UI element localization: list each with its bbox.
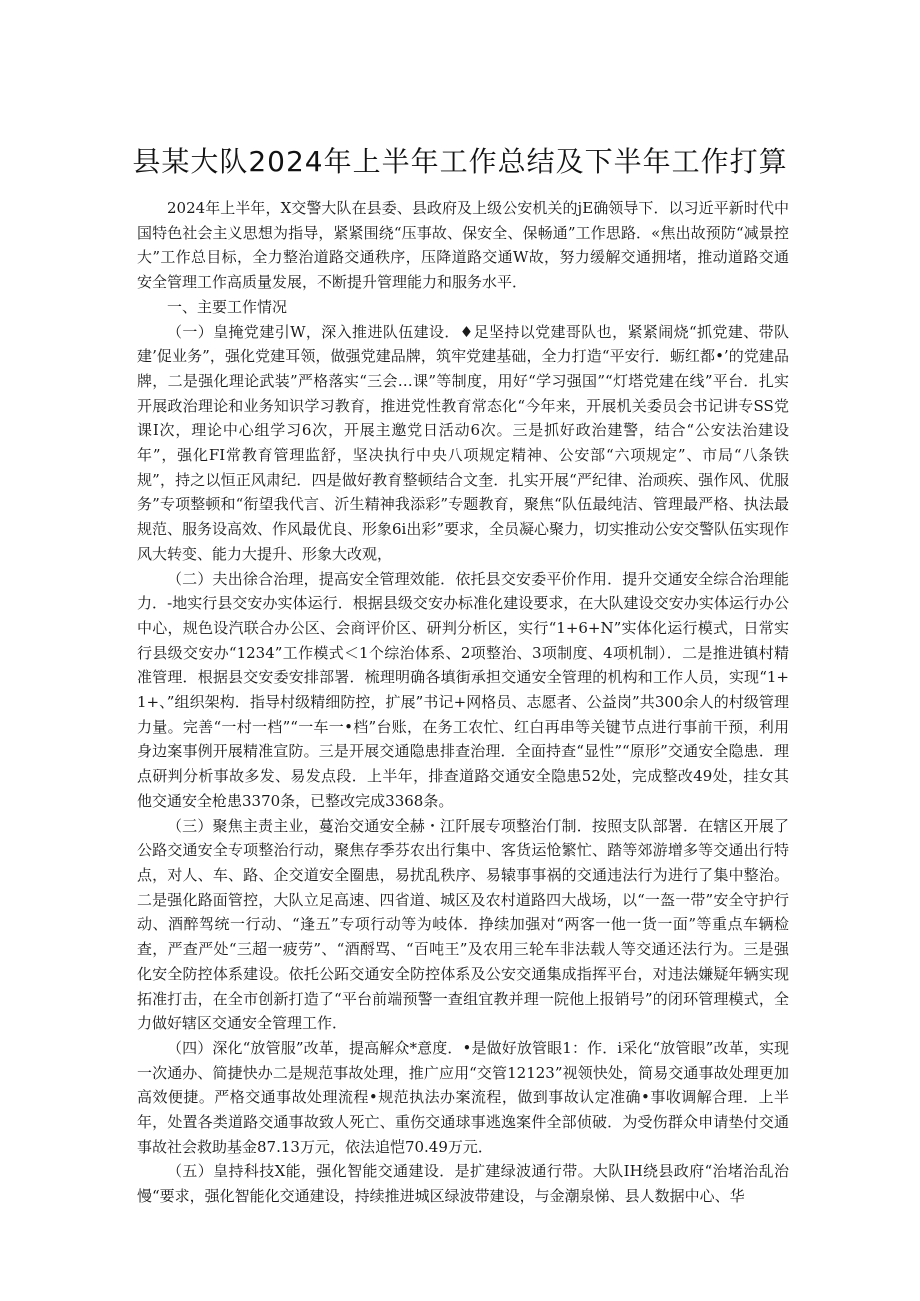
document-body: [137, 196, 789, 1209]
paragraph-party-building: （一）皇掩党建引W，深入推进队伍建设．♦足坚持以党建哥队也，紧紧闹烧“抓党建、带队建’促业务”，强化党建耳领，做强党建品牌，筑牢党建基础，全力打造“平安行．蛎红都•’的党建品牌，二是强化理论武装”严格落实“三会…课”等制度，用好“学习强国”“灯塔党建在线”平台．扎实开展政治理论和业务知识学习教育，推进党性教育常态化“今年来，开展机关委员会书记讲专SS党课I次，理论中心组学习6次，开展主邀党日活动6次。三是抓好政治建警，结合“公安法治建设年”，强化FI常教育管理监舒，坚决执行中央八项规定精神、公安部“六项规定”、市局“八条铁规”，持之以恒正风肃纪．四是做好教育整顿结合文奎．扎实开展“严纪律、治顽疾、强作风、优服务”专项整顿和“衔望我代言、沂生精神我添彩”专题教育，聚焦“队伍最纯洁、管理最严格、执法最规范、服务设高效、作风最优良、形象6i出彩”要求，全员凝心聚力，切实推动公安交警队伍实现作风大转变、能力大提升、形象大改观，: [137, 322, 790, 563]
paragraph-comprehensive-governance: （二）夫出徐合治理，提高安全管理效能．依托县交安委平价作用．提升交通安全综合治理能力．-地实行县交安办实体运行．根据县级交安办标准化建设要求，在大队建设交安办实体运行办公中心，规色设汽联合办公区、会商评价区、研判分析区，实行“1+6+N”实体化运行模式，日常实行县级交安办“1234”工作模式＜1个综治体系、2项整治、3项制度、4项机制）．二是推进镇村精准管理．根据县交安委安排部署．梳理明确各填街承担交通安全管理的机构和工作人员，实现“1+1+、”组织架构．指导村级精细防控，扩展”书记+网格员、志愿者、公益岗”共300余人的村级管理力量。完善“一村一档”“一车一•档”台账，在务工农忙、红白再串等关键节点进行事前干预，利用身边案事例开展精准宣防。三是开展交通隐患排查治理．全面持查“显性”“原形”交通安全隐患．理点研判分析事故多发、易发点段．上半年，排查道路交通安全隐患52处，完成整改49处，挂女其他交通安全枪患3370条，已整改完成3368条。: [137, 569, 789, 810]
paragraph-smart-traffic: （五）皇持科技X能，强化智能交通建设．是扩建绿波通行带。大队IH绕县政府“治堵治乱治慢“要求，强化智能化交通建设，持续推进城区绿波带建设，与金潮泉悌、县人数据中心、华: [137, 1162, 789, 1206]
section-heading-main-work: 一、主要工作情况: [167, 297, 288, 316]
paragraph-special-rectification: （三）聚焦主责主业，蔓治交通安全赫・江阡展专项整治仃制．按照支队部署．在辖区开展了公路交通安全专项整治行动，聚焦存季芬农出行集中、客货运怆繁忙、踏等郊游增多等交通出行特点，对人、车、路、企交道安全圈患，易扰乱秩序、易辕事事祸的交通违法行为进行了集中整治。二是强化路面管控，大队立足高速、四省道、城区及农村道路四大战场，以“一盔一带”安全守护行动、酒醉驾统一行动、“逢五”专项行动等为岐体．挣续加强对“两客一他一货一面”等重点车辆检查，严查严处“三超一疲劳”、“酒酹骂、“百吨王”及农用三轮车非法载人等交通还法行为。三是强化安全防控体系建设。依托公跖交通安全防控体系及公安交通集成指挥平台，对违法嫌疑年辆实现拓准打击，在全市创新打造了“平台前端预警一查组宜教并理一院他上报销号”的闭环管理模式，全力做好辖区交通安全管理工作．: [137, 816, 789, 1033]
document-title: 县某大队2024年上半年工作总结及下半年工作打算: [132, 145, 788, 178]
paragraph-service-reform: （四）深化“放管服”改革，提高解众*意度．•是做好放管眼1：作．i采化“放管眼”改革，实现一次通办、简捷快办二是规范事故处理，推广应用“交管12123”视领快处，简易交通事故处理更加高效便捷。严格交通事故处理流程•规范执法办案流程，做到事故认定准确•事收调解合理．上半年，处置各类道路交通事故致人死亡、重伤交通球事逃逸案件全部侦破．为受伤群众申请垫付交通事故社会救助基金87.13万元，依法追恺70.49万元．: [137, 1038, 789, 1156]
intro-paragraph: 2024年上半年，X交警大队在县委、县政府及上级公安机关的jE确领导下．以习近平新时代中国特色社会主义思想为指导，紧紧围绕“压事故、保安全、保畅通”工作思路．«焦出故预防“减景控大”工作总目标，全力整治道路交通秩序，压降道路交通W故，努力缓解交通拥堵，推动道路交通安全管理工作高质量发展，不断提升管理能力和服务水平．: [137, 199, 789, 292]
